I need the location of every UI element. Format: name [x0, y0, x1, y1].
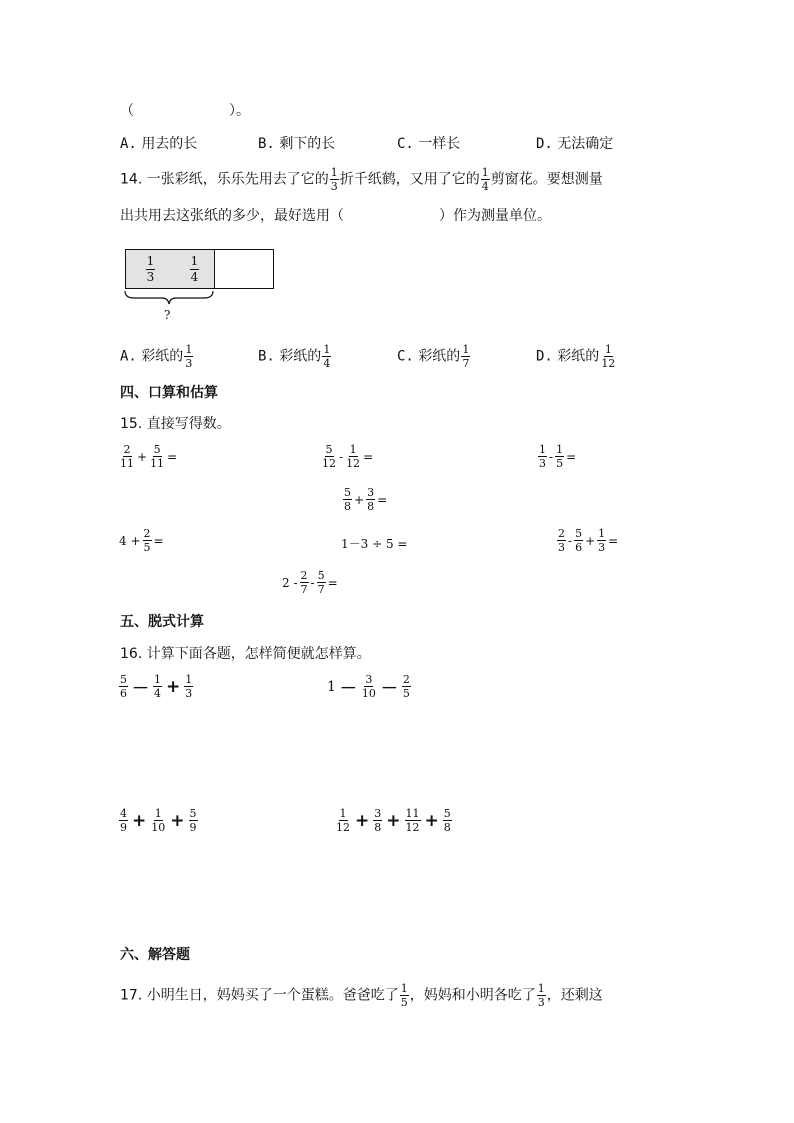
q13-option-b: B. 剩下的长: [258, 136, 336, 152]
q16-prompt: 16. 计算下面各题，怎样简便就怎样算。: [120, 646, 371, 662]
q15-expr-1: $\frac{2}{11}$ + $\frac{5}{11}$ =: [120, 443, 178, 470]
q14-line-2: 出共用去这张纸的多少，最好选用（ ）作为测量单位。: [120, 208, 551, 224]
q14-line-1: 14. 一张彩纸，乐乐先用去了它的 $\frac{1}{3}$ 折千纸鹤，又用了它的 $\frac{1}{4}$ 剪窗花。要想测量: [120, 166, 603, 193]
section-6-heading: 六、解答题: [120, 947, 190, 963]
q15-expr-6: 1－3 ÷ 5 =: [341, 537, 408, 551]
q17-line-1: 17. 小明生日，妈妈买了一个蛋糕。爸爸吃了 $\frac{1}{5}$ ，妈妈和小明各吃了 $\frac{1}{3}$ ，还剩这: [120, 982, 603, 1009]
q14-frac-2: $\frac{1}{4}$: [481, 166, 489, 193]
q14-option-b: B. 彩纸的 $\frac{1}{4}$: [258, 343, 331, 370]
q13-blank-close: ）。: [229, 103, 250, 119]
q14-number: 14.: [120, 171, 143, 188]
q15-expr-8: 2 - $\frac{2}{7}$ - $\frac{5}{7}$ =: [282, 569, 338, 596]
brace-question-mark: ?: [164, 308, 171, 322]
q15-prompt: 15. 直接写得数。: [120, 416, 231, 432]
q16-problem-2: 1 － $\frac{3}{10}$ － $\frac{2}{5}$: [327, 673, 410, 700]
q14-option-a: A. 彩纸的 $\frac{1}{3}$: [120, 343, 193, 370]
q15-expr-3: $\frac{1}{3}$ - $\frac{1}{5}$ =: [539, 443, 577, 470]
q16-problem-1: $\frac{5}{6}$ － $\frac{1}{4}$ + $\frac{1}{3}$: [120, 673, 193, 700]
q14-option-d: D. 彩纸的 $\frac{1}{12}$: [536, 343, 616, 370]
q13-option-a: A. 用去的长: [120, 136, 198, 152]
q15-expr-2: $\frac{5}{12}$ - $\frac{1}{12}$ =: [322, 443, 374, 470]
paper-strip-diagram: [125, 249, 274, 289]
q15-expr-4: $\frac{5}{8}$ + $\frac{3}{8}$ =: [344, 486, 388, 513]
q13-option-c: C. 一样长: [397, 136, 461, 152]
strip-cell-quarter: $\frac{1}{4}$: [175, 250, 215, 288]
q15-expr-7: $\frac{2}{3}$ - $\frac{5}{6}$ + $\frac{1}{3}$ =: [558, 527, 619, 554]
q16-problem-3: $\frac{4}{9}$ + $\frac{1}{10}$ + $\frac{5}{9}$: [120, 807, 197, 834]
section-4-heading: 四、口算和估算: [120, 385, 218, 401]
q13-blank-open: （: [120, 103, 134, 119]
section-5-heading: 五、脱式计算: [120, 614, 204, 630]
q14-frac-1: $\frac{1}{3}$: [330, 166, 338, 193]
strip-cell-third: $\frac{1}{3}$: [126, 250, 176, 288]
q16-problem-4: $\frac{1}{12}$ + $\frac{3}{8}$ + $\frac{11}{12}$ + $\frac{5}{8}$: [336, 807, 451, 834]
q13-blank-line: [120, 100, 250, 122]
q14-option-c: C. 彩纸的 $\frac{1}{7}$: [397, 343, 470, 370]
q15-expr-5: 4 + $\frac{2}{5}$ =: [119, 527, 164, 554]
q13-option-d: D. 无法确定: [536, 136, 614, 152]
